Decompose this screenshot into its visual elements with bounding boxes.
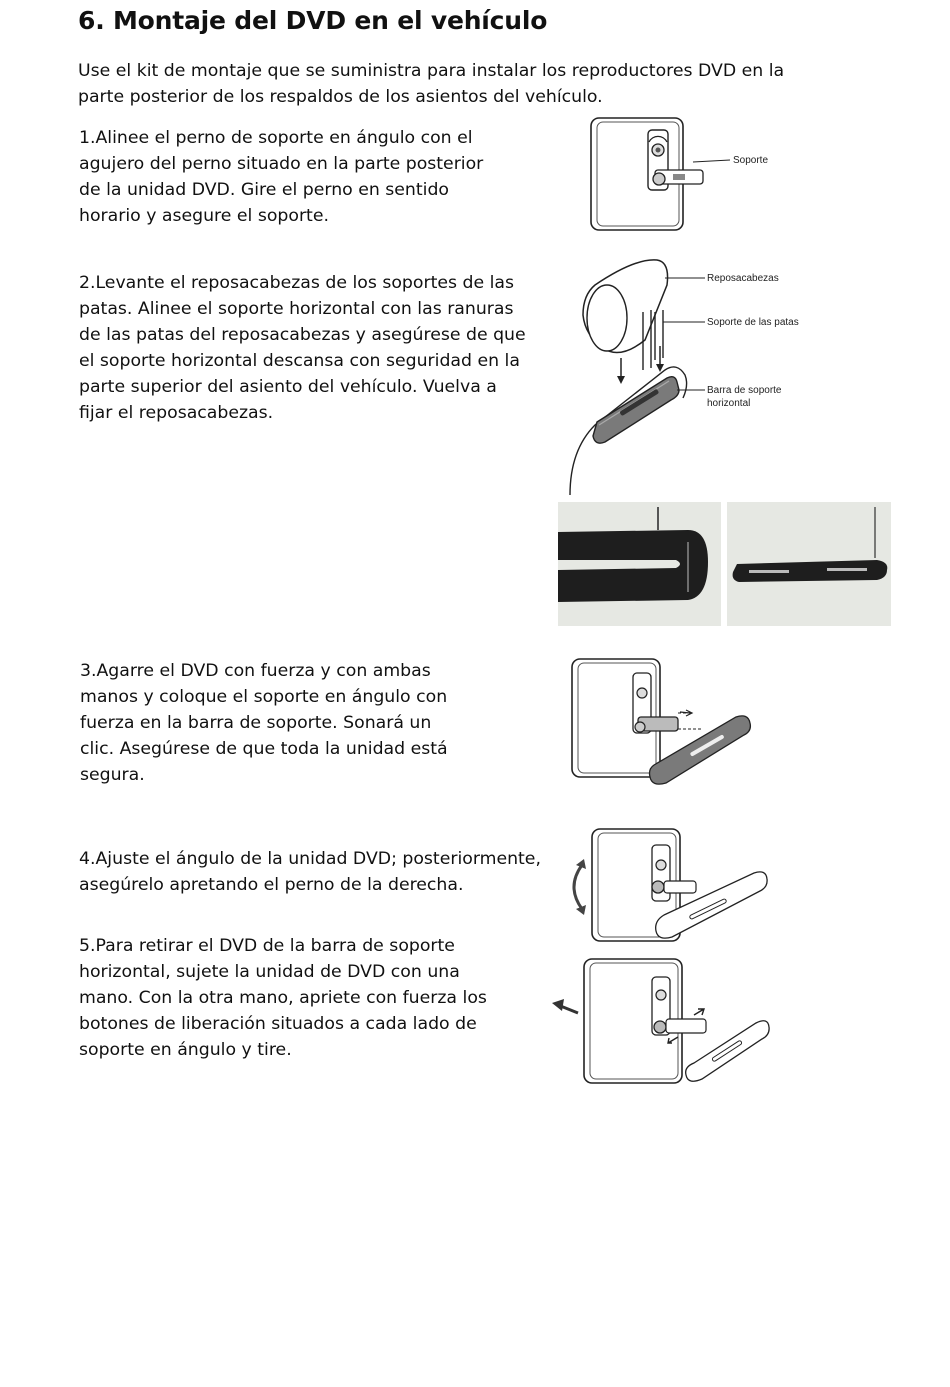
intro-paragraph <box>78 58 798 110</box>
photo-bar-closeup-left <box>558 502 721 626</box>
step-line: patas. Alinee el soporte horizontal con las ranuras <box>79 299 514 319</box>
step-line: mano. Con la otra mano, apriete con fuerza los <box>79 988 487 1008</box>
step-line: agujero del perno situado en la parte posterior <box>79 154 484 174</box>
step-2-text <box>79 270 526 426</box>
callout-barra-line2: horizontal <box>707 398 751 409</box>
photo-bar-closeup-right <box>727 502 891 626</box>
page-title: 6. Montaje del DVD en el vehículo <box>78 6 548 35</box>
step-line: parte superior del asiento del vehículo. Vuelva a <box>79 377 497 397</box>
step-line: 4.Ajuste el ángulo de la unidad DVD; posteriormente, <box>79 849 541 869</box>
intro-line: parte posterior de los respaldos de los asientos del vehículo. <box>78 87 603 107</box>
step-1-text <box>79 125 483 229</box>
step-line: clic. Asegúrese de que toda la unidad está <box>80 739 448 759</box>
step-5-illustration <box>548 955 778 1095</box>
step-line: segura. <box>80 765 145 785</box>
step-5-text <box>79 933 487 1063</box>
callout-soporte-patas: Soporte de las patas <box>707 317 799 328</box>
step-line: de la unidad DVD. Gire el perno en sentido <box>79 180 450 200</box>
step-line: soporte en ángulo y tire. <box>79 1040 292 1060</box>
step-line: fijar el reposacabezas. <box>79 403 274 423</box>
step-line: manos y coloque el soporte en ángulo con <box>80 687 448 707</box>
step-2-illustration <box>565 250 715 500</box>
step-line: 5.Para retirar el DVD de la barra de soporte <box>79 936 455 956</box>
callout-soporte: Soporte <box>733 155 769 166</box>
step-line: asegúrelo apretando el perno de la derecha. <box>79 875 464 895</box>
step-4-illustration <box>560 825 780 950</box>
step-1-illustration <box>585 112 785 237</box>
step-line: fuerza en la barra de soporte. Sonará un <box>80 713 432 733</box>
intro-line: Use el kit de montaje que se suministra para instalar los reproductores DVD en la <box>78 61 785 81</box>
step-line: 3.Agarre el DVD con fuerza y con ambas <box>80 661 431 681</box>
step-line: de las patas del reposacabezas y asegúrese de que <box>79 325 526 345</box>
callout-barra-line1: Barra de soporte <box>707 385 782 396</box>
step-line: horizontal, sujete la unidad de DVD con una <box>79 962 460 982</box>
step-line: horario y asegure el soporte. <box>79 206 329 226</box>
step-line: 2.Levante el reposacabezas de los soportes de las <box>79 273 514 293</box>
step-3-illustration <box>568 655 758 785</box>
step-line: botones de liberación situados a cada lado de <box>79 1014 477 1034</box>
callout-reposacabezas: Reposacabezas <box>707 273 779 284</box>
step-3-text <box>80 658 448 788</box>
step-4-text <box>79 846 541 898</box>
step-line: 1.Alinee el perno de soporte en ángulo con el <box>79 128 473 148</box>
step-line: el soporte horizontal descansa con seguridad en la <box>79 351 520 371</box>
